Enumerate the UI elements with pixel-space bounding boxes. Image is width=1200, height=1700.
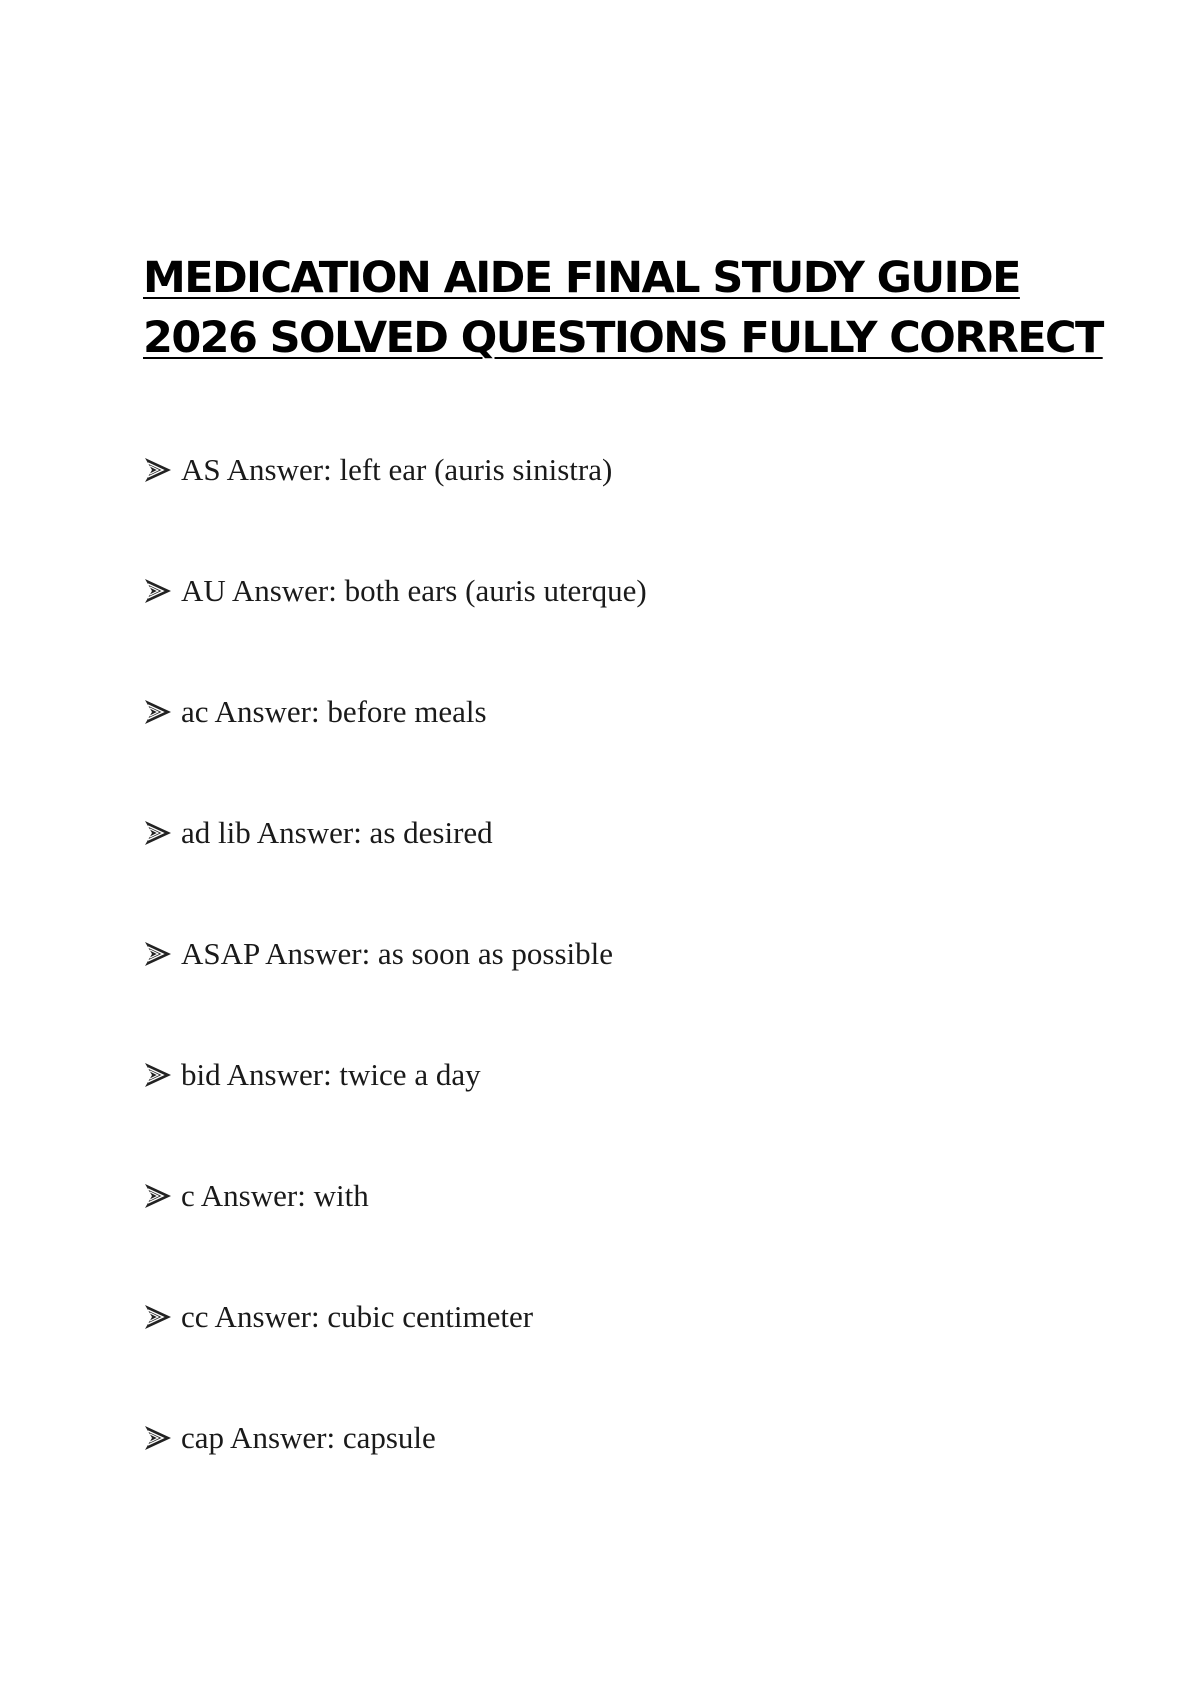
list-item-text: c Answer: with — [181, 1178, 369, 1213]
arrowhead-bullet-icon — [143, 1060, 173, 1090]
list-item — [143, 813, 647, 934]
list-item — [143, 934, 647, 1055]
arrowhead-bullet-icon — [143, 1302, 173, 1332]
list-item — [143, 1297, 647, 1418]
title-line-2: 2026 SOLVED QUESTIONS FULLY CORRECT — [143, 313, 1103, 363]
list-item — [143, 1418, 647, 1539]
title-line-1: MEDICATION AIDE FINAL STUDY GUIDE — [143, 253, 1020, 303]
list-item-text: AU Answer: both ears (auris uterque) — [181, 573, 647, 608]
arrowhead-bullet-icon — [143, 939, 173, 969]
list-item — [143, 1055, 647, 1176]
list-item-text: cc Answer: cubic centimeter — [181, 1299, 534, 1334]
document-title — [143, 248, 1103, 368]
arrowhead-bullet-icon — [143, 1423, 173, 1453]
arrowhead-bullet-icon — [143, 576, 173, 606]
arrowhead-bullet-icon — [143, 455, 173, 485]
list-item-text: bid Answer: twice a day — [181, 1057, 481, 1092]
list-item — [143, 1176, 647, 1297]
list-item-text: cap Answer: capsule — [181, 1420, 436, 1455]
flashcard-list — [143, 450, 647, 1539]
list-item-text: ad lib Answer: as desired — [181, 815, 493, 850]
list-item-text: AS Answer: left ear (auris sinistra) — [181, 452, 613, 487]
list-item-text: ac Answer: before meals — [181, 694, 487, 729]
list-item — [143, 571, 647, 692]
arrowhead-bullet-icon — [143, 818, 173, 848]
list-item-text: ASAP Answer: as soon as possible — [181, 936, 614, 971]
list-item — [143, 692, 647, 813]
arrowhead-bullet-icon — [143, 1181, 173, 1211]
arrowhead-bullet-icon — [143, 697, 173, 727]
list-item — [143, 450, 647, 571]
